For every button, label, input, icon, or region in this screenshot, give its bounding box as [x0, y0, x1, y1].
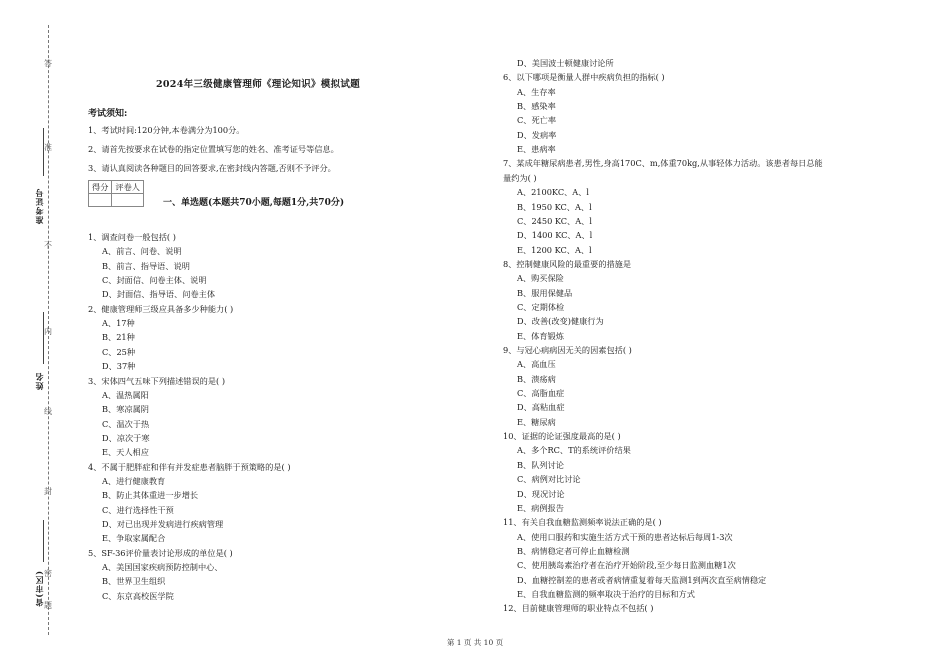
- answer-option: E、1200 KC、A、l: [517, 244, 592, 255]
- answer-option: D、凉次于寒: [102, 432, 150, 443]
- answer-option: A、生存率: [517, 86, 556, 97]
- answer-option: A、温热属阳: [102, 389, 149, 400]
- score-header: 得分: [89, 181, 112, 194]
- answer-option: C、温次于热: [102, 418, 150, 429]
- answer-option: E、体育锻炼: [517, 330, 564, 341]
- seal-char: 答: [44, 59, 52, 68]
- answer-option: C、病例对比讨论: [517, 474, 581, 485]
- grader-header: 评卷人: [112, 181, 144, 194]
- seal-char: 线: [44, 407, 52, 416]
- answer-option: E、病例报告: [517, 502, 564, 513]
- answer-option: C、定期体检: [517, 301, 565, 312]
- answer-option: B、21种: [102, 332, 135, 343]
- binding-margin: [0, 0, 70, 671]
- seal-char: 密: [44, 569, 52, 578]
- answer-option: B、队列讨论: [517, 459, 564, 470]
- notice-item: 2、请首先按要求在试卷的指定位置填写您的姓名、准考证号等信息。: [88, 144, 339, 154]
- question-stem: 6、以下哪项是衡量人群中疾病负担的指标( ): [503, 72, 665, 83]
- answer-option: E、天人相应: [102, 447, 149, 458]
- page-footer: 第 1 页 共 10 页: [446, 638, 504, 647]
- answer-option: C、2450 KC、A、l: [517, 215, 592, 226]
- question-stem: 10、证据的论证强度最高的是( ): [503, 431, 621, 442]
- answer-option: B、前言、指导语、说明: [102, 260, 190, 271]
- question-stem: 2、健康管理师三级应具备多少种能力( ): [88, 303, 234, 314]
- answer-option: E、自我血糖监测的频率取决于治疗的目标和方式: [517, 588, 695, 599]
- question-stem: 量约为( ): [503, 172, 537, 183]
- answer-option: C、封面信、问卷主体、说明: [102, 275, 207, 286]
- question-stem: 12、目前健康管理师的职业特点不包括( ): [503, 603, 654, 614]
- question-stem: 3、宋体四气五味下列描述错误的是( ): [88, 375, 226, 386]
- answer-option: D、美国波士顿健康讨论所: [517, 58, 614, 68]
- answer-option: A、购买保险: [517, 273, 564, 284]
- question-stem: 11、有关自我血糖监测频率说法正确的是( ): [503, 517, 662, 528]
- answer-option: D、高粘血症: [517, 402, 565, 413]
- answer-option: C、进行选择性干预: [102, 504, 174, 515]
- answer-option: C、死亡率: [517, 115, 557, 126]
- question-stem: 4、不属于肥胖症和伴有并发症患者脑胖于预策略的是( ): [88, 461, 291, 472]
- answer-option: A、使用口服药和实施生活方式干预的患者达标后每周1-3次: [517, 531, 733, 542]
- seal-char: 内: [44, 327, 52, 336]
- answer-option: D、发病率: [517, 129, 557, 140]
- answer-option: E、糖尿病: [517, 416, 556, 427]
- answer-option: B、感染率: [517, 101, 556, 112]
- answer-option: A、多个RC、T的系统评价结果: [517, 445, 631, 456]
- region-label: 省(市区): [34, 570, 44, 607]
- answer-option: D、对已出现并发病进行疾病管理: [102, 519, 224, 529]
- seal-char: 不: [44, 241, 52, 250]
- answer-option: A、美国国家疾病预防控制中心、: [102, 562, 223, 573]
- question-stem: 5、SF-36评价量表讨论形成的单位是( ): [88, 547, 233, 558]
- region-underline: [43, 520, 44, 562]
- name-label: 姓名: [34, 372, 44, 390]
- answer-option: A、前言、问卷、说明: [102, 246, 182, 257]
- answer-option: A、17种: [102, 318, 135, 329]
- answer-option: D、37种: [102, 361, 136, 372]
- score-table: [88, 180, 144, 207]
- question-stem: 9、与冠心病病因无关的因素包括( ): [503, 345, 632, 355]
- notice-item: 1、考试时间:120分钟,本卷满分为100分。: [88, 125, 245, 135]
- answer-option: D、封面信、指导语、问卷主体: [102, 289, 216, 300]
- answer-option: B、溃疡病: [517, 373, 556, 384]
- question-stem: 7、某成年糖尿病患者,男性,身高170C、m,体重70kg,从事轻体力活动。该患者每日总能: [503, 158, 823, 169]
- answer-option: B、病情稳定者可停止血糖检测: [517, 545, 630, 556]
- seal-char: 准: [44, 143, 52, 152]
- notice-item: 3、请认真阅读各种题目的回答要求,在密封线内答题,否则不予评分。: [88, 163, 336, 173]
- answer-option: A、高血压: [517, 359, 556, 370]
- answer-option: D、血糖控制差的患者或者病情重复着每天监测1到两次直至病情稳定: [517, 574, 767, 585]
- answer-option: B、寒凉属阴: [102, 404, 149, 415]
- seal-char: 题: [44, 601, 52, 610]
- answer-option: C、使用胰岛素治疗者在治疗开始阶段,至少每日监测血糖1次: [517, 560, 736, 571]
- seal-char: 封: [44, 487, 52, 496]
- question-stem: 8、控制健康风险的最重要的措施是: [503, 258, 632, 269]
- answer-option: A、2100KC、A、l: [517, 187, 590, 198]
- section-heading: 一、单选题(本题共70小题,每题1分,共70分): [163, 198, 345, 208]
- answer-option: C、25种: [102, 346, 136, 357]
- question-stem: 1、调查问卷一般包括( ): [88, 232, 176, 242]
- answer-option: E、争取家属配合: [102, 533, 166, 544]
- answer-option: B、服用保健品: [517, 287, 573, 298]
- notice-heading: 考试须知:: [88, 109, 128, 119]
- answer-option: B、世界卫生组织: [102, 576, 166, 587]
- answer-option: E、患病率: [517, 144, 556, 155]
- answer-option: D、现况讨论: [517, 488, 565, 499]
- exam-number-label: 准考证号: [34, 188, 44, 224]
- answer-option: A、进行健康教育: [102, 475, 166, 486]
- answer-option: D、改善(改变)健康行为: [517, 316, 604, 327]
- answer-option: C、高脂血症: [517, 388, 565, 399]
- answer-option: B、1950 KC、A、l: [517, 201, 592, 212]
- name-underline: [43, 312, 44, 364]
- score-cell[interactable]: [89, 194, 112, 207]
- answer-option: C、东京高校医学院: [102, 590, 174, 601]
- grader-cell[interactable]: [112, 194, 144, 207]
- exam-title: 2024年三级健康管理师《理论知识》模拟试题: [155, 79, 361, 90]
- answer-option: D、1400 KC、A、l: [517, 230, 593, 241]
- answer-option: B、防止其体重进一步增长: [102, 490, 199, 501]
